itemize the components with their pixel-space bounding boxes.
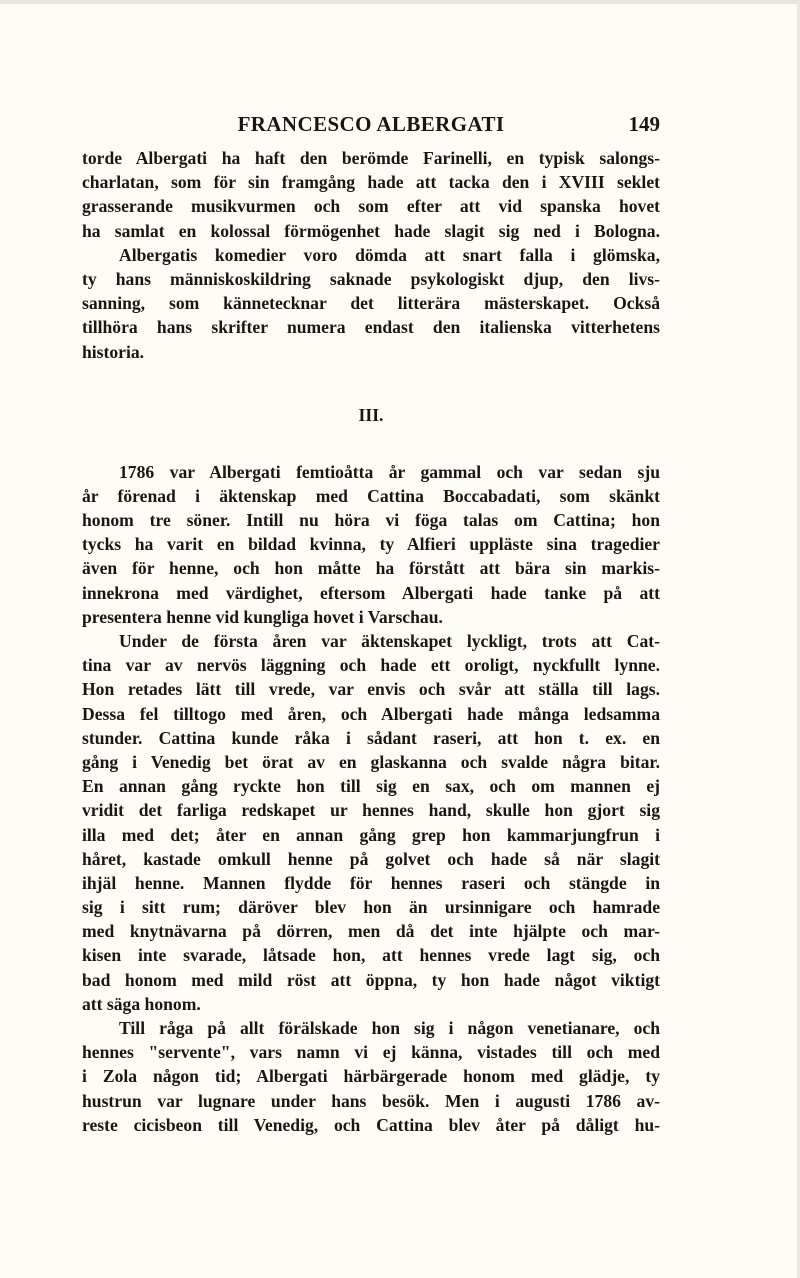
text-line: Under de första åren var äktenskapet lyckligt, trots att Cat-: [119, 631, 660, 651]
text-line: Albergatis komedier voro dömda att snart falla i glömska,: [119, 244, 660, 265]
text-line: bad honom med mild röst att öppna, ty hon hade något viktigt: [82, 969, 660, 990]
text-line: kisen inte svarade, låtsade hon, att hennes vrede lagt sig, och: [82, 945, 660, 966]
text-line: innekrona med värdighet, eftersom Albergati hade tanke på att: [82, 582, 660, 603]
paragraph: [82, 460, 660, 629]
text-line: stunder. Cattina kunde råka i sådant raseri, att hon t. ex. en: [82, 727, 660, 748]
paragraph: [82, 629, 660, 1016]
text-line: Hon retades lätt till vrede, var envis och svår att ställa till lags.: [82, 679, 660, 700]
text-line: ty hans människoskildring saknade psykologiskt djup, den livs-: [82, 268, 660, 289]
paragraph: [82, 1016, 660, 1137]
text-line: charlatan, som för sin framgång hade att tacka den i XVIII seklet: [82, 172, 660, 193]
page-number: 149: [628, 112, 660, 136]
section-heading: III.: [358, 404, 384, 425]
text-line: ha samlat en kolossal förmögenhet hade slagit sig ned i Bologna.: [82, 220, 660, 241]
text-line: reste cicisbeon till Venedig, och Cattina blev åter på dåligt hu-: [82, 1114, 660, 1135]
text-line: även för henne, och hon måtte ha förstått att bära sin markis-: [82, 558, 660, 579]
text-line: sig i sitt rum; däröver blev hon än ursinnigare och hamrade: [82, 897, 660, 918]
running-title: FRANCESCO ALBERGATI: [237, 112, 505, 136]
text-line: med knytnävarna på dörren, men då det inte hjälpte och mar-: [82, 921, 660, 942]
text-line: grasserande musikvurmen och som efter att vid spanska hovet: [82, 196, 660, 217]
text-line: håret, kastade omkull henne på golvet och hade så när slagit: [82, 848, 660, 869]
text-line: historia.: [82, 341, 145, 362]
text-line: vridit det farliga redskapet ur hennes hand, skulle hon gjort sig: [82, 800, 660, 821]
text-line: 1786 var Albergati femtioåtta år gammal och var sedan sju: [119, 461, 660, 482]
text-line: presentera henne vid kungliga hovet i Varschau.: [82, 606, 443, 627]
text-line: honom tre söner. Intill nu höra vi föga talas om Cattina; hon: [82, 510, 660, 531]
text-line: tina var av nervös läggning och hade ett oroligt, nyckfullt lynne.: [82, 655, 660, 676]
paragraph: [82, 243, 660, 364]
text-line: i Zola någon tid; Albergati härbärgerade honom med glädje, ty: [82, 1066, 660, 1087]
running-head: [82, 112, 660, 142]
text-line: hennes "servente", vars namn vi ej känna, vistades till och med: [82, 1042, 660, 1063]
text-line: En annan gång ryckte hon till sig en sax, och om mannen ej: [82, 776, 660, 797]
body-text: [82, 146, 660, 1137]
page-edge: [0, 0, 800, 4]
paragraph: [82, 146, 660, 243]
text-line: Till råga på allt förälskade hon sig i någon venetianare, och: [119, 1018, 660, 1038]
text-line: torde Albergati ha haft den berömde Farinelli, en typisk salongs-: [82, 148, 660, 168]
text-line: Dessa fel tilltogo med åren, och Albergati hade många ledsamma: [82, 703, 660, 724]
text-line: år förenad i äktenskap med Cattina Boccabadati, som skänkt: [82, 485, 660, 506]
text-line: hustrun var lugnare under hans besök. Men i augusti 1786 av-: [82, 1090, 660, 1111]
text-line: tillhöra hans skrifter numera endast den italienska vitterhetens: [82, 317, 660, 338]
text-line: tycks ha varit en bildad kvinna, ty Alfieri uppläste sina tragedier: [82, 534, 660, 555]
text-line: illa med det; åter en annan gång grep hon kammarjungfrun i: [82, 824, 660, 845]
text-line: gång i Venedig bet örat av en glaskanna och svalde några bitar.: [82, 751, 660, 772]
text-line: ihjäl henne. Mannen flydde för hennes raseri och stängde in: [82, 872, 660, 893]
text-line: att säga honom.: [82, 993, 201, 1014]
text-line: sanning, som kännetecknar det litterära mästerskapet. Också: [82, 293, 660, 314]
